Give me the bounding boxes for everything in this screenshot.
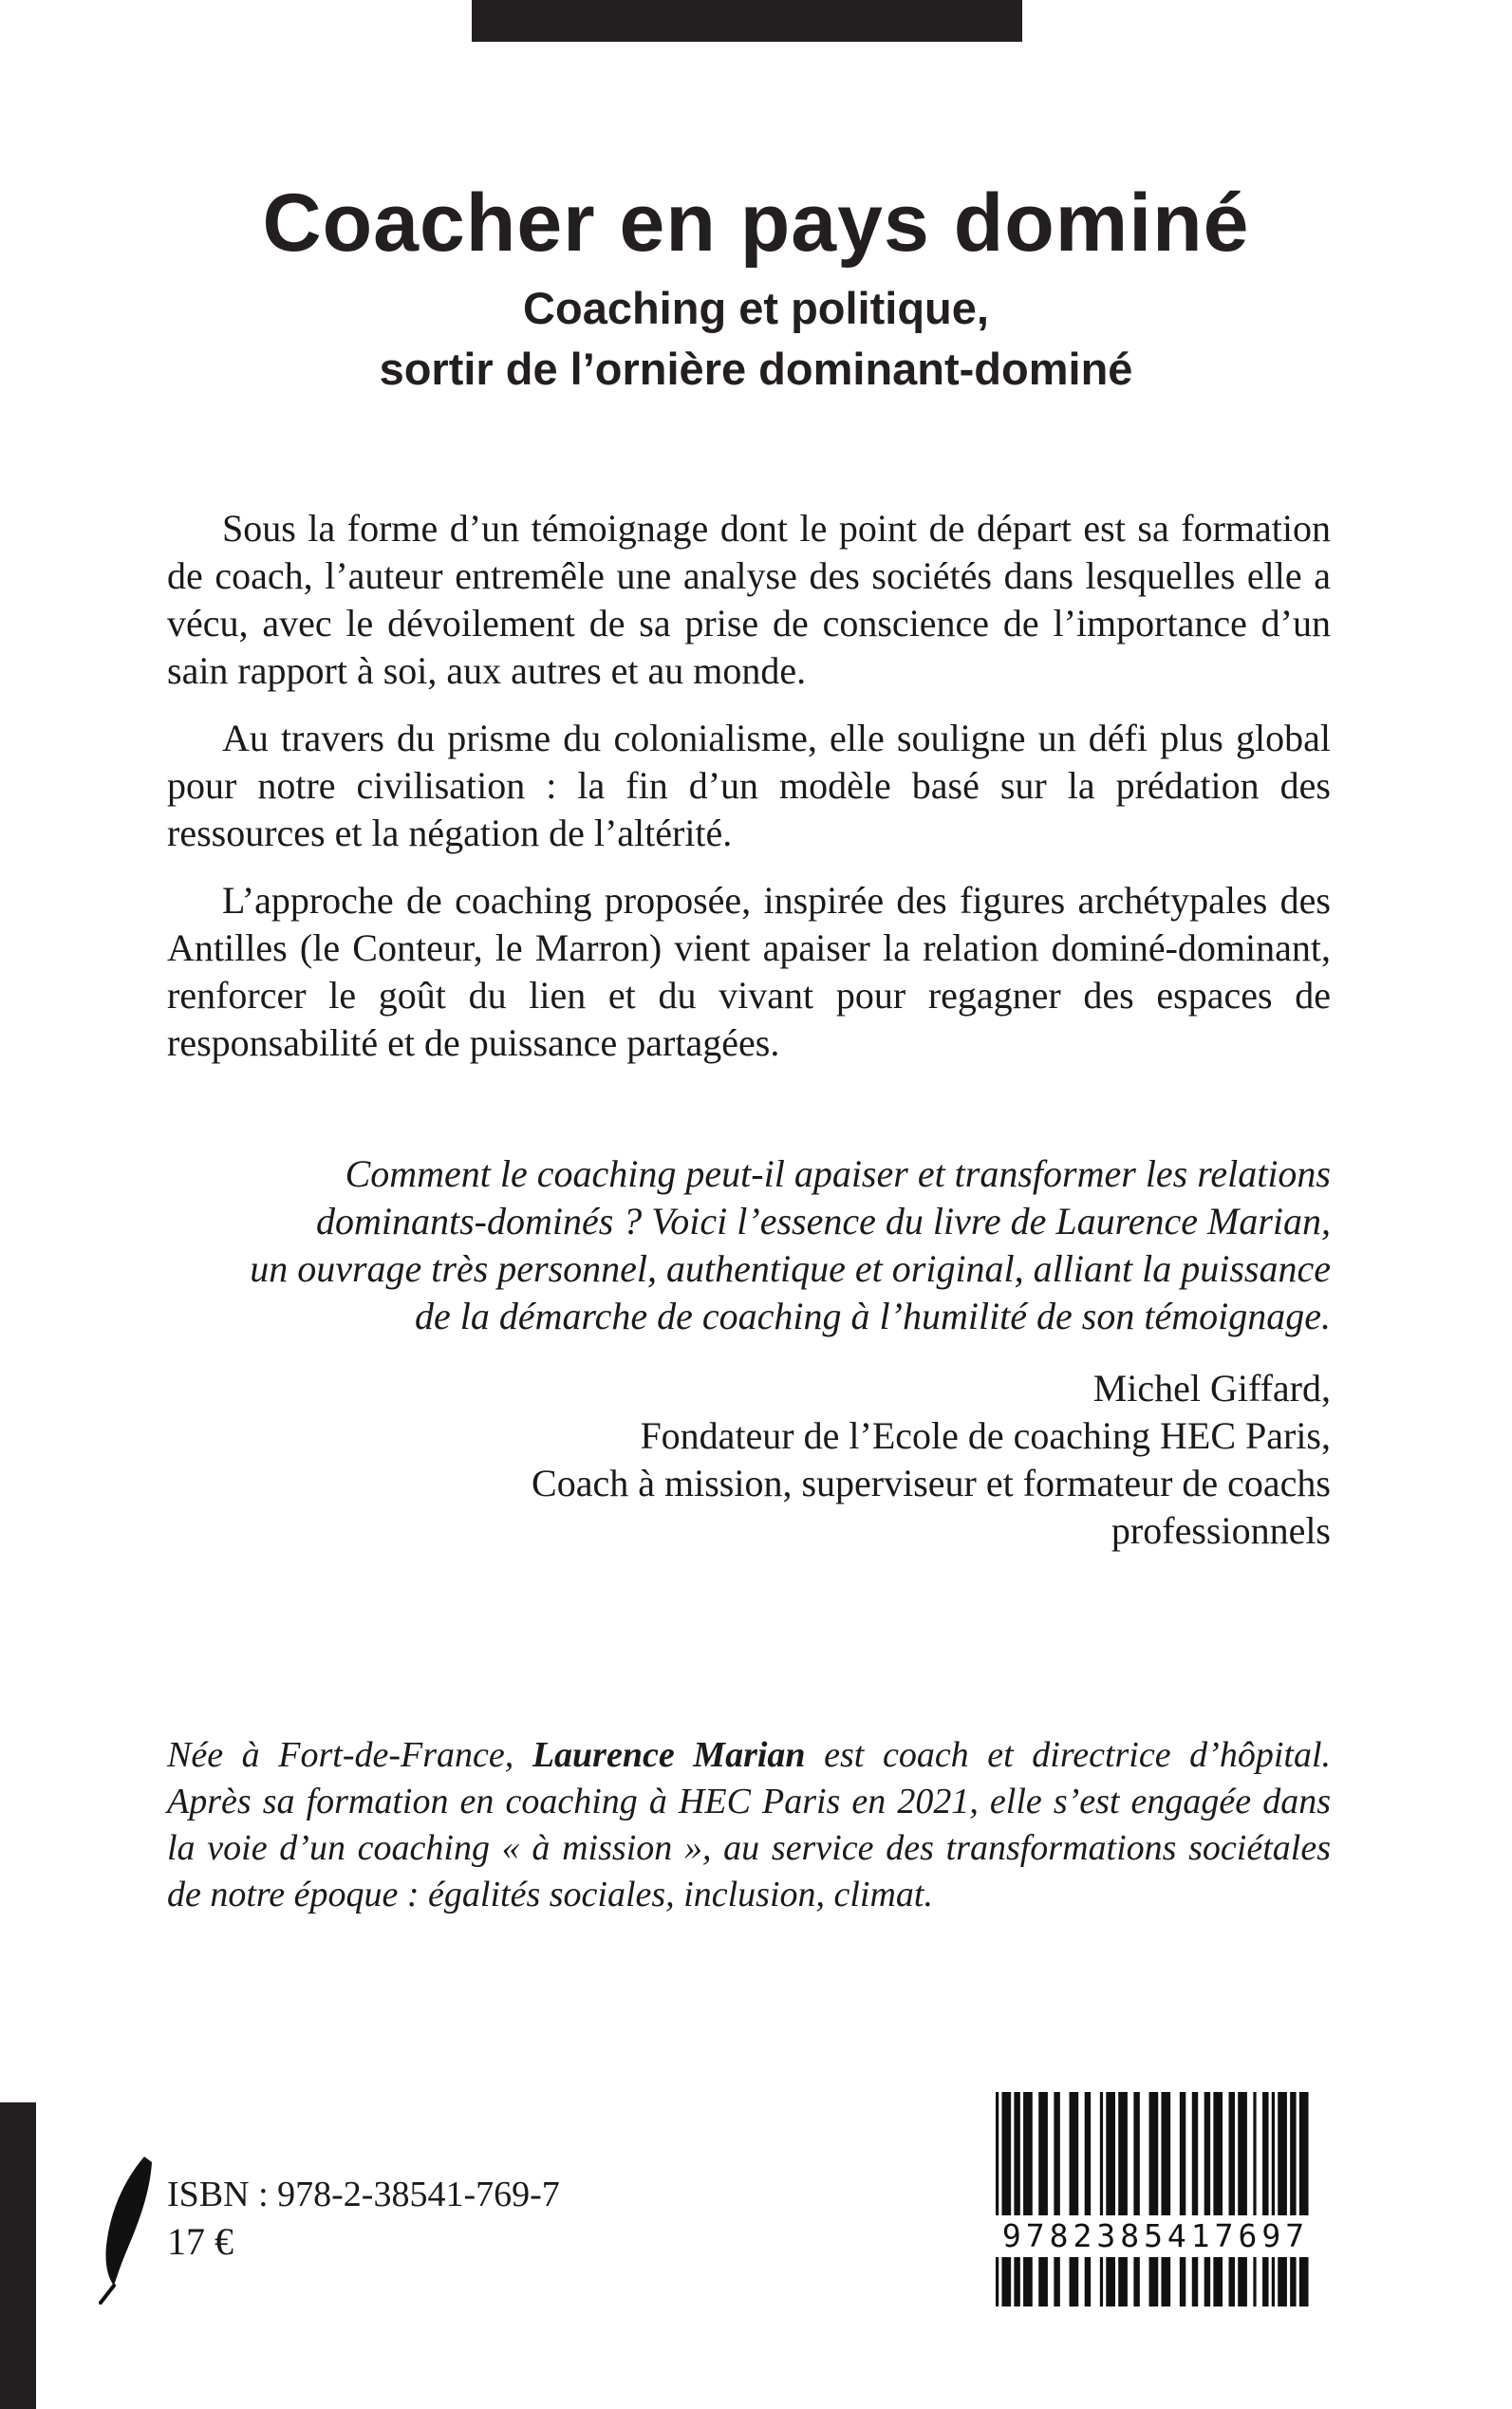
top-decorative-bar [472,0,1022,42]
endorser-role: Coach à mission, superviseur et formateur de coachs [532,1462,1331,1504]
barcode-bar [1180,2092,1185,2306]
barcode-bar [1204,2092,1210,2306]
summary-paragraph: Sous la forme d’un témoignage dont le point de départ est sa formation de coach, l’auteur entremêle une analyse des sociétés dans lesquelles elle a vécu, avec le dévoilement de sa prise de conscience de l’importance d’un sain rapport à soi, aux autres et au monde. [167,507,1331,692]
author-name: Laurence Marian [532,1735,806,1775]
barcode-bar [1054,2092,1059,2306]
barcode-bar [1038,2092,1048,2306]
barcode-bar [1262,2092,1268,2306]
endorser-name: Michel Giffard, [1092,1367,1331,1410]
barcode-bar [1001,2092,1011,2306]
barcode-bar [1278,2092,1287,2306]
barcode-bar [1014,2092,1019,2306]
barcode-bar [1106,2092,1115,2306]
book-subtitle [0,278,1512,400]
price-label: 17 € [167,2220,233,2263]
barcode-bar [1085,2092,1091,2306]
quote-line: Comment le coaching peut-il apaiser et transformer les relations [345,1152,1331,1195]
quote-line: dominants-dominés ? Voici l’essence du livre de Laurence Marian, [315,1200,1331,1242]
barcode-bar [1238,2092,1247,2306]
isbn-label: ISBN : 978-2-38541-769-7 [167,2175,560,2214]
summary-paragraph: Au travers du prisme du colonialisme, elle souligne un défi plus global pour notre civilisation : la fin d’un modèle basé sur la prédation des ressources et la négation de l’altérité. [167,717,1331,854]
endorsement-signature [167,1365,1331,1555]
left-decorative-bar [0,2102,36,2409]
endorser-role: professionnels [1111,1509,1331,1552]
bio-prefix: Née à Fort-de-France, [167,1735,532,1775]
summary-text [167,505,1331,1087]
barcode-bar [1272,2092,1275,2306]
barcode-bar [1070,2092,1079,2306]
subtitle-line-2: sortir de l’ornière dominant-dominé [379,344,1133,394]
quote-line: de la démarche de coaching à l’humilité de son témoignage. [415,1295,1331,1337]
barcode-bar [1229,2092,1235,2306]
barcode-bar [1253,2092,1256,2306]
barcode-bar [1192,2092,1198,2306]
author-bio [167,1732,1331,1918]
feather-icon [95,2153,161,2305]
barcode-bar [1118,2092,1128,2306]
bio-text: est coach et directrice d’hôpital. Après sa formation en coaching à HEC Paris en 2021, elle s’est engagée dans la voie d’un coaching « à mission », au service des transformations sociétales de notre époque : égalités sociales, inclusion, climat. [167,1735,1332,1914]
title-block [0,176,1512,400]
barcode-bar [1290,2092,1296,2306]
barcode [994,2092,1316,2312]
barcode-bar [1161,2092,1170,2306]
barcode-bar [1133,2092,1139,2306]
endorsement-quote [167,1150,1331,1340]
barcode-digits: 9782385417697 [987,2215,1324,2257]
endorser-role: Fondateur de l’Ecole de coaching HEC Paris, [640,1414,1331,1457]
summary-paragraph: L’approche de coaching proposée, inspirée des figures archétypales des Antilles (le Conteur, le Marron) vient apaiser la relation dominé-dominant, renforcer le goût du lien et du vivant pour regagner des espaces de responsabilité et de puissance partagées. [167,879,1331,1064]
barcode-bar [996,2092,999,2306]
book-title: Coacher en pays dominé [262,177,1250,269]
barcode-bar [1213,2092,1223,2306]
barcode-bar [1149,2092,1159,2306]
barcode-bar [1299,2092,1309,2306]
barcode-bar [1100,2092,1103,2306]
quote-line: un ouvrage très personnel, authentique et original, alliant la puissance [250,1247,1331,1290]
subtitle-line-1: Coaching et politique, [523,283,989,333]
barcode-bar [1023,2092,1033,2306]
